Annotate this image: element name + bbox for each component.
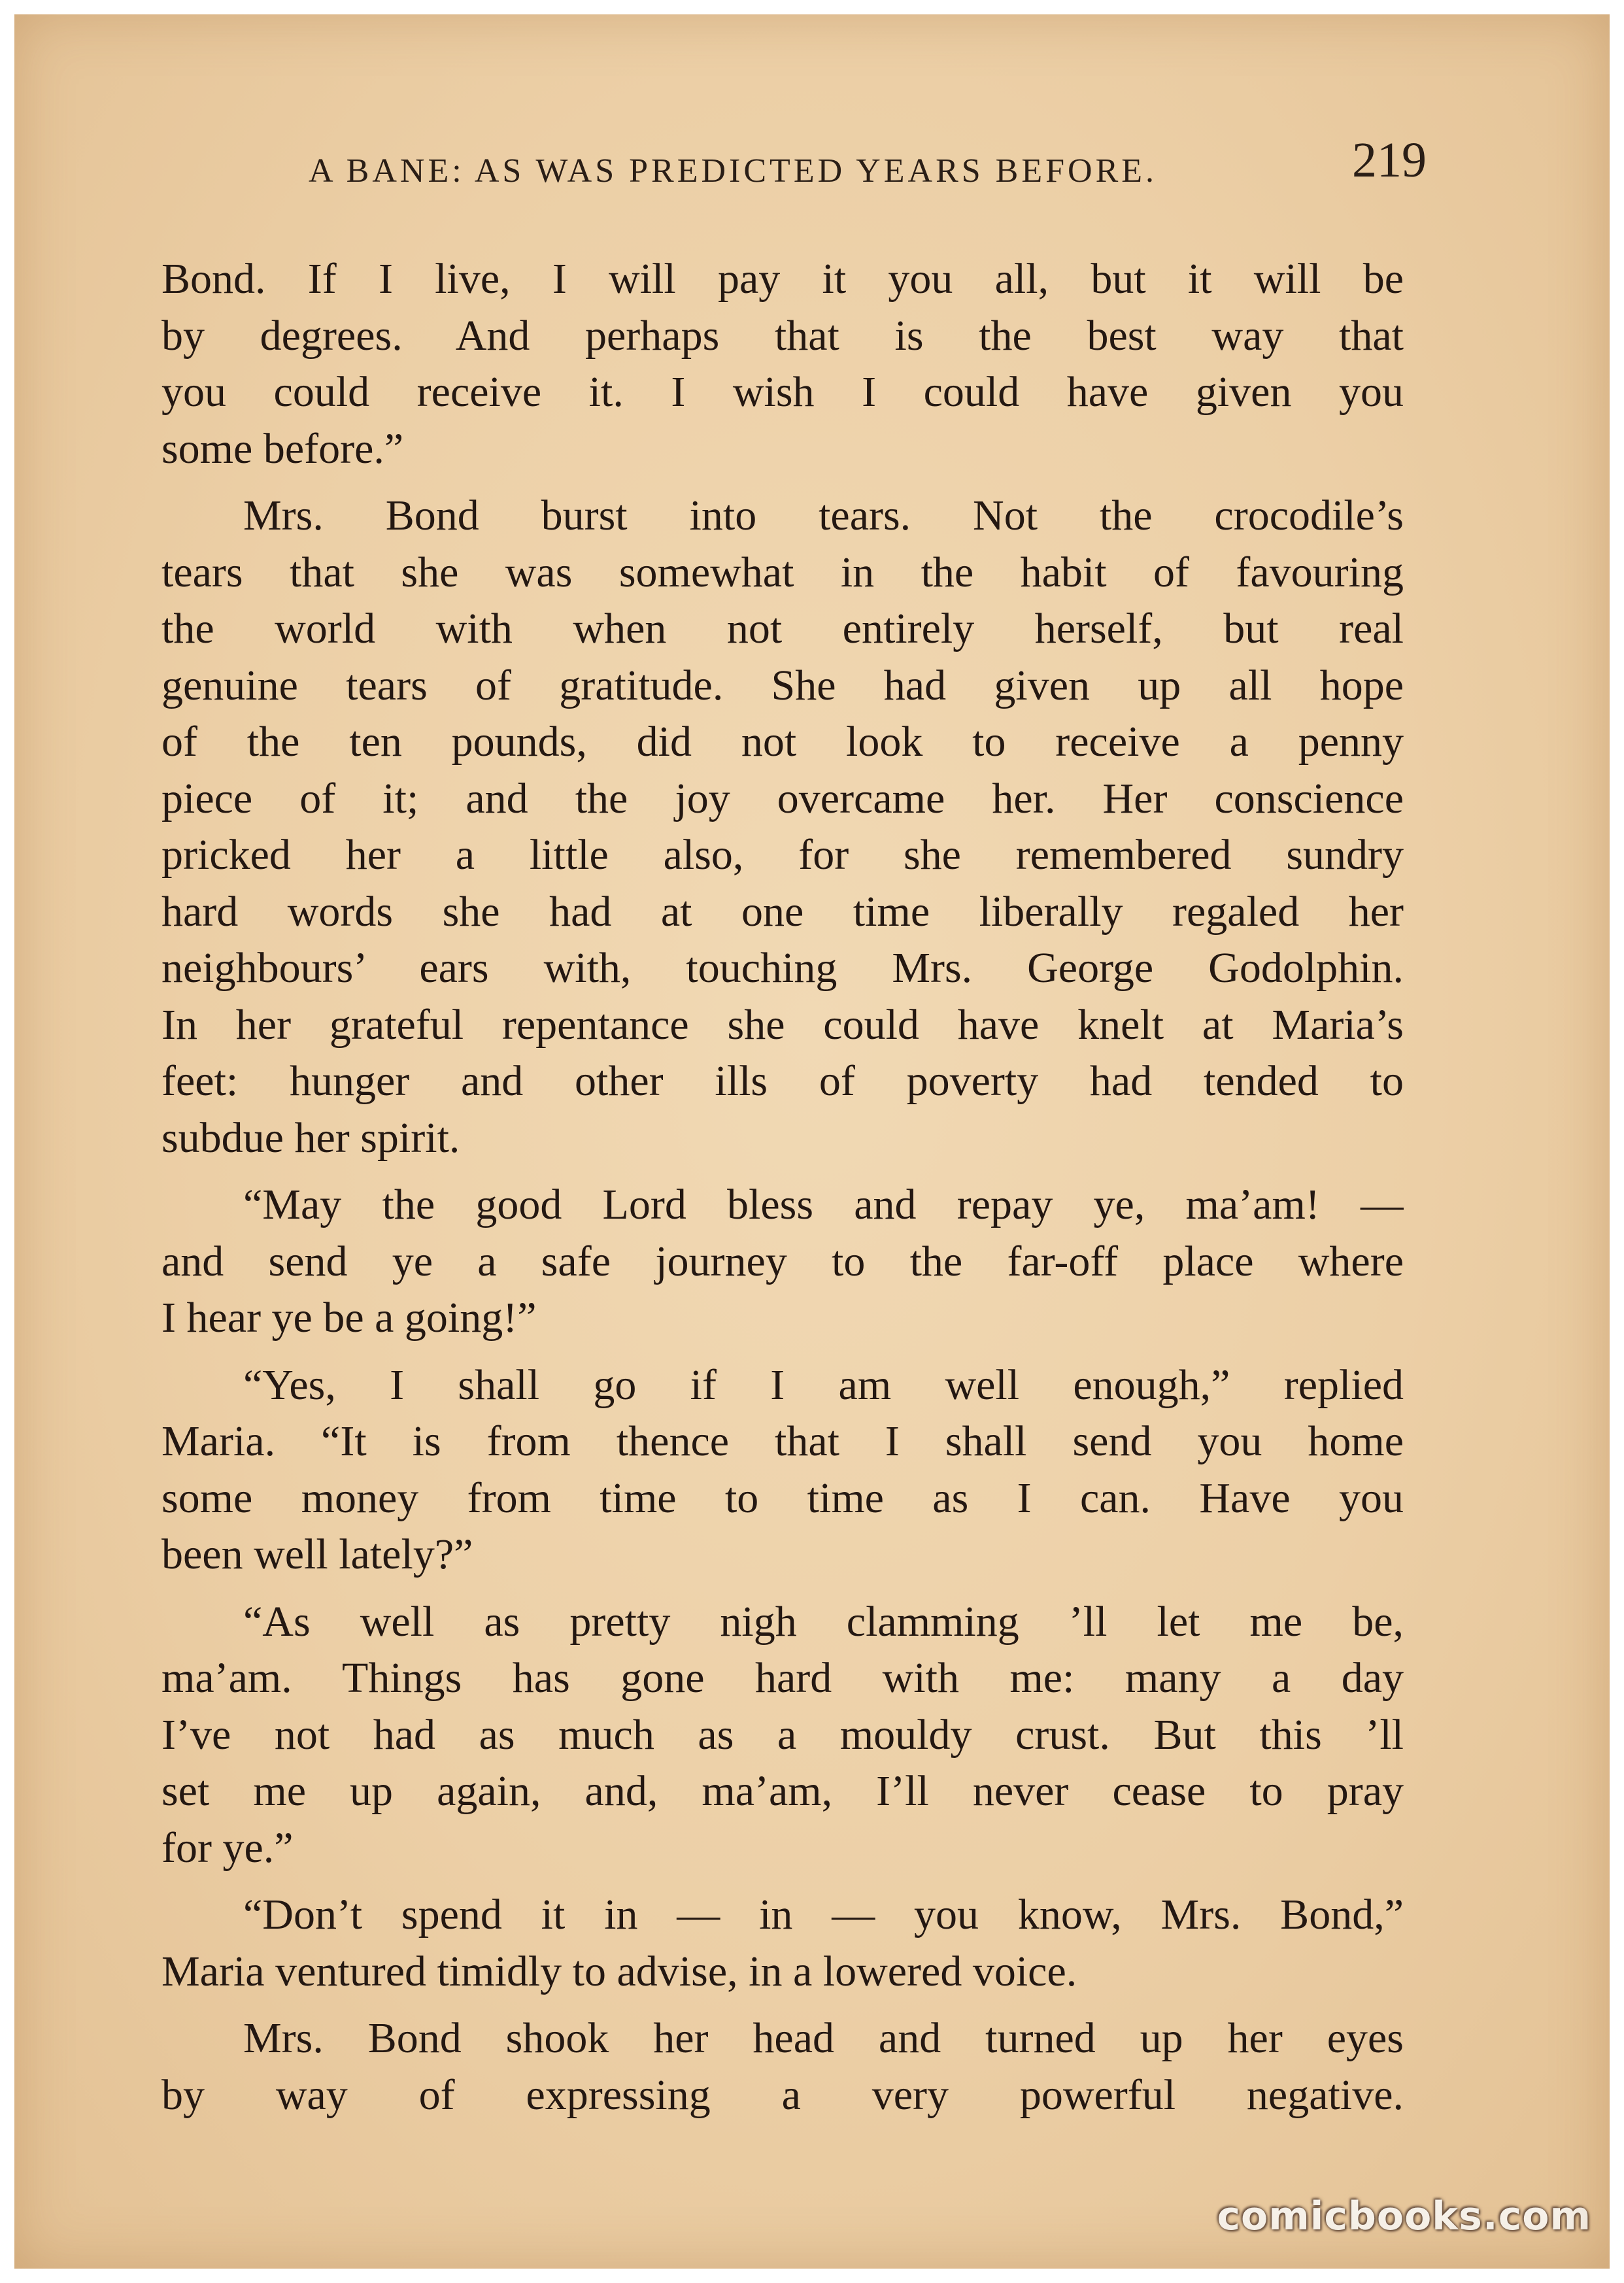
paragraph	[161, 488, 1404, 1166]
book-page	[14, 14, 1610, 2269]
text-line: set me up again, and, ma’am, I’ll never cease to pray	[161, 1767, 1404, 1815]
text-line: “Yes, I shall go if I am well enough,” replied	[243, 1361, 1404, 1409]
running-head	[289, 132, 1427, 204]
paragraph	[161, 2010, 1404, 2123]
text-line: piece of it; and the joy overcame her. Her conscience	[161, 774, 1404, 822]
text-line: I’ve not had as much as a mouldy crust. But this ’ll	[161, 1710, 1404, 1759]
paragraph	[161, 1357, 1404, 1583]
text-line: In her grateful repentance she could have knelt at Maria’s	[161, 1000, 1404, 1049]
text-line: the world with when not entirely herself, but real	[161, 605, 1404, 652]
paragraph	[161, 1887, 1404, 2000]
page-number: 219	[1352, 133, 1427, 188]
text-line: for ye.”	[161, 1823, 294, 1872]
text-line: been well lately?”	[161, 1530, 473, 1578]
text-line: of the ten pounds, did not look to receive a penny	[161, 718, 1404, 766]
text-line: tears that she was somewhat in the habit of favouring	[161, 548, 1404, 596]
text-line: some before.”	[161, 424, 404, 473]
text-line: ma’am. Things has gone hard with me: many a day	[161, 1654, 1404, 1702]
text-line: “As well as pretty nigh clamming ’ll let me be,	[243, 1597, 1404, 1646]
text-line: you could receive it. I wish I could have given you	[161, 368, 1404, 416]
text-line: I hear ye be a going!”	[161, 1294, 537, 1342]
text-line: feet: hunger and other ills of poverty had tended to	[161, 1057, 1404, 1105]
text-line: neighbours’ ears with, touching Mrs. George Godolphin.	[161, 944, 1404, 992]
text-line: Mrs. Bond burst into tears. Not the crocodile’s	[243, 492, 1404, 539]
text-line: genuine tears of gratitude. She had given up all hope	[161, 661, 1404, 709]
text-line: “Don’t spend it in — in — you know, Mrs. Bond,”	[243, 1891, 1404, 1938]
text-line: subdue her spirit.	[161, 1113, 460, 1162]
text-line: Bond. If I live, I will pay it you all, but it will be	[161, 255, 1404, 303]
watermark: comicbooks.com	[1217, 2193, 1591, 2239]
paragraph	[161, 1177, 1404, 1347]
text-line: and send ye a safe journey to the far-off place where	[161, 1237, 1404, 1285]
text-line: Maria ventured timidly to advise, in a lowered voice.	[161, 1947, 1077, 1995]
text-line: Maria. “It is from thence that I shall send you home	[161, 1417, 1404, 1465]
text-line: hard words she had at one time liberally regaled her	[161, 887, 1404, 936]
text-line: by way of expressing a very powerful negative.	[161, 2071, 1404, 2119]
body-text	[161, 251, 1404, 2134]
text-line: some money from time to time as I can. Have you	[161, 1474, 1404, 1522]
text-line: “May the good Lord bless and repay ye, ma’am! —	[243, 1181, 1404, 1228]
text-line: pricked her a little also, for she remembered sundry	[161, 831, 1404, 879]
paragraph	[161, 1594, 1404, 1877]
running-title: A BANE: AS WAS PREDICTED YEARS BEFORE.	[309, 152, 1158, 190]
paragraph	[161, 251, 1404, 477]
text-line: by degrees. And perhaps that is the best way that	[161, 311, 1404, 360]
text-line: Mrs. Bond shook her head and turned up her eyes	[243, 2014, 1404, 2062]
